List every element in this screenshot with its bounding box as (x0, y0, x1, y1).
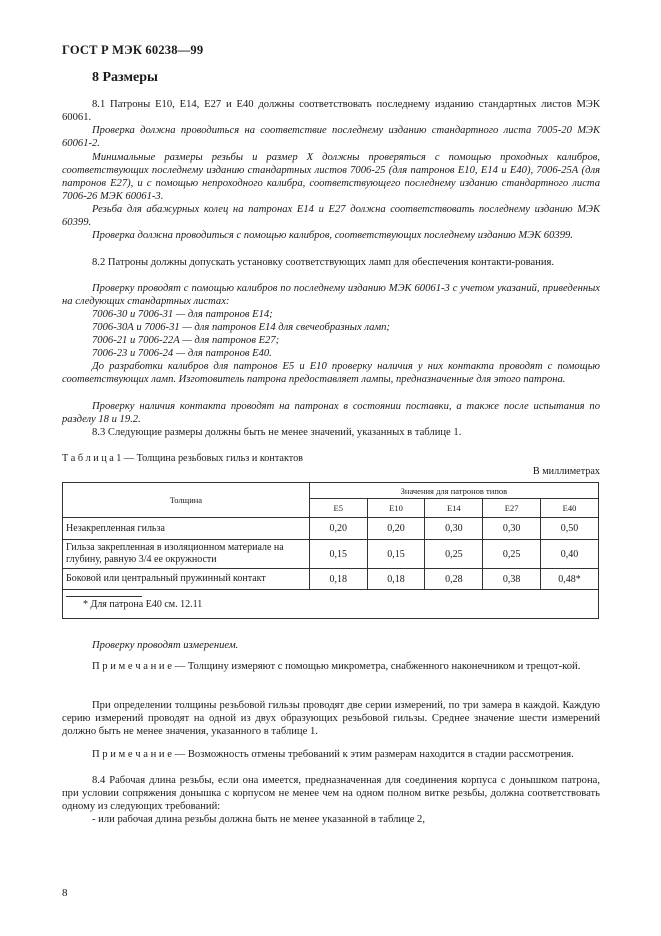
paragraph-8-2: 8.2 Патроны должны допускать установку соответствующих ламп для обеспечения контакти-рования. (92, 257, 555, 268)
table-cell: 0,15 (309, 540, 367, 569)
table-footnote-cell (63, 590, 599, 619)
paragraph-e5-e10-contact: До разработки калибров для патронов Е5 и Е10 проверку наличия у них контакта проводят с помощью соответствующих ламп. Изготовитель патрона предоставляет лампы, предназначенные для этого патрона. (62, 361, 600, 385)
table-cell: 0,20 (309, 518, 367, 540)
table-cell: 0,25 (425, 540, 483, 569)
paragraph-8-4: 8.4 Рабочая длина резьбы, если она имеется, предназначенная для соединения корпуса с донышком патрона, при условии сопряжения донышка с корпусом не менее чем на одном полном витке резьбы, должна соответствовать одному из следующих требований: (62, 775, 600, 812)
table-row (63, 540, 599, 569)
table-col-header: Е5 (309, 499, 367, 518)
table-cell: 0,15 (367, 540, 425, 569)
sheet-list-item: 7006-21 и 7006-22А — для патронов Е27; (92, 335, 280, 346)
paragraph-requirement-item: - или рабочая длина резьбы должна быть не менее указанной в таблице 2, (92, 814, 425, 825)
thickness-table (62, 482, 599, 619)
table-col-header-thickness: Толщина (63, 483, 310, 518)
table-caption (62, 453, 303, 464)
table-cell: 0,50 (541, 518, 599, 540)
table-footnote-row (63, 590, 599, 619)
table-row-label: Боковой или центральный пружинный контакт (63, 569, 310, 590)
table-row-label: Гильза закрепленная в изоляционном материале на глубину, равную 3/4 ее окружности (63, 540, 310, 569)
paragraph-thread-gauges: Минимальные размеры резьбы и размер X должны проверяться с помощью проходных калибров, соответствующих последнему изданию стандартных листов 7006-25 (для патронов Е10, Е14 и Е40), 7006-25А (для патронов Е27), и с помощью непроходного калибра, соответствующего последнему изданию стандартного листа 7006-26 МЭК 60061-3. (62, 152, 600, 202)
document-header: ГОСТ Р МЭК 60238—99 (62, 43, 204, 57)
table-cell: 0,30 (425, 518, 483, 540)
table-caption-label: Т а б л и ц а (62, 453, 114, 464)
section-title: 8 Размеры (92, 70, 158, 85)
table-cell: 0,18 (367, 569, 425, 590)
note-text: — Толщину измеряют с помощью микрометра, снабженного наконечником и трещот-кой. (171, 661, 581, 672)
paragraph-measurement: Проверку проводят измерением. (92, 640, 239, 651)
table-col-header: Е10 (367, 499, 425, 518)
table-row-label: Незакрепленная гильза (63, 518, 310, 540)
table-caption-text: 1 — Толщина резьбовых гильз и контактов (113, 453, 303, 464)
paragraph-contact-check: Проверку наличия контакта проводят на патронах в состоянии поставки, а также после испытания по разделу 18 и 19.2. (62, 401, 600, 425)
table-cell: 0,25 (483, 540, 541, 569)
table-cell: 0,20 (367, 518, 425, 540)
paragraph-thickness-measurement: При определении толщины резьбовой гильзы проводят две серии измерений, по три замера в каждой. Каждую серию измерений проводят на одной из двух образующих резьбовой гильзы. Среднее значение шести измерений должно быть не менее значения, указанного в таблице 1. (62, 700, 600, 737)
table-units: В миллиметрах (532, 466, 600, 477)
note-label: П р и м е ч а н и е (92, 661, 172, 672)
sheet-list-item: 7006-30А и 7006-31 — для патронов Е14 для свечеобразных ламп; (92, 322, 390, 333)
note-label: П р и м е ч а н и е (92, 749, 172, 760)
table-footnote: * Для патрона Е40 см. 12.11 (83, 599, 203, 610)
table-group-header: Значения для патронов типов (309, 483, 598, 499)
table-row (63, 569, 599, 590)
paragraph-check-60061-3: Проверку проводят с помощью калибров по последнему изданию МЭК 60061-3 с учетом указаний, приведенных на следующих стандартных листах: (62, 283, 600, 307)
table-cell: 0,48* (541, 569, 599, 590)
paragraph-8-3: 8.3 Следующие размеры должны быть не менее значений, указанных в таблице 1. (92, 427, 462, 438)
paragraph-check-60399: Проверка должна проводиться с помощью калибров, соответствующих последнему изданию МЭК 60399. (92, 230, 573, 241)
table-col-header: Е40 (541, 499, 599, 518)
note-1 (62, 661, 600, 674)
table-cell: 0,38 (483, 569, 541, 590)
paragraph-check-7005-20: Проверка должна проводиться на соответствие последнему изданию стандартного листа 7005-20 МЭК 60061-2. (62, 125, 600, 149)
table-cell: 0,18 (309, 569, 367, 590)
note-text: — Возможность отмены требований к этим размерам находится в стадии рассмотрения. (171, 749, 574, 760)
paragraph-8-1: 8.1 Патроны Е10, Е14, Е27 и Е40 должны соответствовать последнему изданию стандартных листов МЭК 60061. (62, 99, 600, 123)
table-col-header: Е14 (425, 499, 483, 518)
table-row (63, 518, 599, 540)
footnote-divider (66, 596, 142, 597)
page-number: 8 (62, 887, 68, 899)
sheet-list-item: 7006-23 и 7006-24 — для патронов Е40. (92, 348, 272, 359)
note-2 (62, 749, 600, 762)
table-cell: 0,30 (483, 518, 541, 540)
paragraph-shade-ring-thread: Резьба для абажурных колец на патронах Е14 и Е27 должна соответствовать последнему изданию МЭК 60399. (62, 204, 600, 228)
sheet-list-item: 7006-30 и 7006-31 — для патронов Е14; (92, 309, 273, 320)
table-cell: 0,28 (425, 569, 483, 590)
table-cell: 0,40 (541, 540, 599, 569)
table-col-header: Е27 (483, 499, 541, 518)
